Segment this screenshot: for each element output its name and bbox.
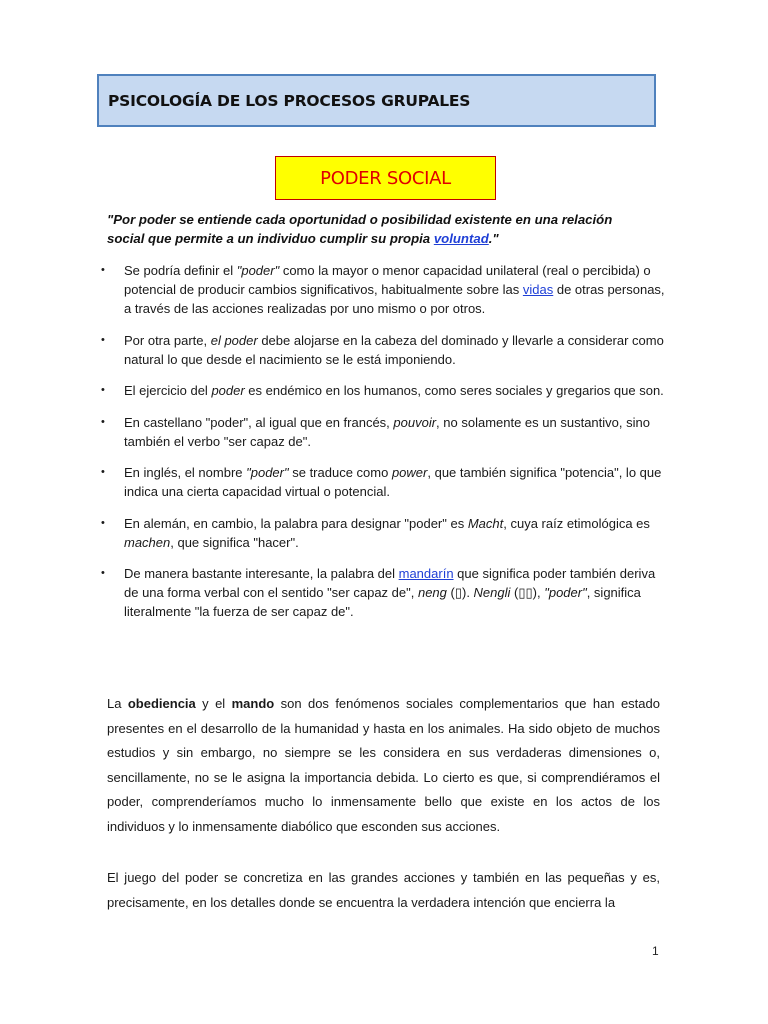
bullet-list — [98, 261, 668, 634]
italic-run: "poder" — [544, 585, 587, 600]
text-run: , que significa "hacer". — [170, 534, 299, 550]
list-item — [98, 413, 668, 451]
link-voluntad[interactable]: voluntad — [433, 231, 489, 246]
text-run: son dos fenómenos sociales complementarios que han estado presentes en el desarrollo de la humanidad y hasta en los animales. Ha sido objeto de muchos estudios y sin embargo, no siempre se les considera en sus verdaderas dimensiones o, sencillamente, no se le asigna la importancia debida. Lo cierto es que, si comprendiéramos el poder, comprenderíamos mucho lo inmensamente bello que existe en los actos de los individuos y lo inmensamente diabólico que esconden sus acciones. — [107, 696, 660, 834]
list-item — [98, 463, 668, 501]
page-number: 1 — [652, 944, 659, 958]
text-run: El ejercicio del — [124, 383, 212, 398]
header-box — [97, 74, 656, 127]
link-mandarin[interactable]: mandarín — [398, 566, 454, 581]
text-run: El juego del poder se concretiza en las grandes acciones y también en las pequeñas y es, precisamente, en los detalles donde se encuentra la verdadera intención que encierra la — [107, 870, 660, 910]
text-run: De manera bastante interesante, la palabra del — [124, 566, 399, 581]
italic-run: "poder" — [236, 263, 280, 278]
text-run: En castellano "poder", al igual que en francés, — [124, 414, 394, 430]
text-run: (▯▯), — [510, 585, 545, 600]
text-run: Por otra parte, — [124, 332, 211, 348]
bullet-icon: • — [101, 567, 105, 579]
text-run: y el — [195, 696, 232, 711]
text-run: Se podría definir el — [124, 263, 237, 278]
bold-run: mando — [231, 696, 275, 711]
text-run: como la mayor o menor capacidad unilateral (real o percibida) o potencial de producir cambios significativos, habitualmente sobre las — [124, 263, 651, 297]
italic-run: Macht — [467, 515, 504, 531]
text-run: En inglés, el nombre — [124, 465, 247, 480]
text-run: de otras personas, a través de las acciones realizadas por uno mismo o por otros. — [124, 282, 665, 316]
paragraph-obediencia — [107, 692, 660, 840]
text-run: que significa poder también deriva de una forma verbal con el sentido "ser capaz de", — [124, 566, 656, 600]
definition-quote — [107, 210, 647, 248]
bold-run: obediencia — [127, 696, 196, 711]
text-run: debe alojarse en la cabeza del dominado y llevarle a considerar como natural lo que desde el nacimiento se le está imponiendo. — [124, 332, 664, 367]
italic-run: neng — [417, 585, 447, 600]
text-run: , no solamente es un sustantivo, sino también el verbo "ser capaz de". — [124, 414, 650, 449]
bullet-icon: • — [101, 516, 105, 529]
list-item — [98, 381, 668, 400]
italic-run: Nengli — [473, 585, 511, 600]
italic-run: poder — [211, 383, 245, 398]
header-title: PSICOLOGÍA DE LOS PROCESOS GRUPALES — [108, 91, 471, 110]
text-run: La — [107, 696, 128, 711]
list-item — [98, 564, 668, 621]
bullet-icon: • — [101, 264, 105, 276]
text-run: (▯). — [446, 585, 474, 600]
list-item — [98, 331, 668, 369]
list-item — [98, 514, 668, 552]
paragraph-juego-poder — [107, 866, 660, 915]
text-run: se traduce como — [288, 465, 392, 480]
italic-run: el poder — [210, 332, 258, 348]
italic-run: power — [391, 465, 428, 480]
link-vidas[interactable]: vidas — [522, 282, 554, 297]
quote-end: ." — [488, 231, 499, 246]
italic-run: "poder" — [246, 465, 289, 480]
bullet-icon: • — [101, 415, 105, 428]
bullet-icon: • — [101, 384, 105, 396]
text-run: es endémico en los humanos, como seres sociales y gregarios que son. — [244, 383, 664, 398]
quote-text: "Por poder se entiende cada oportunidad o posibilidad existente en una relación social que permite a un individuo cumplir su propia — [107, 212, 613, 246]
section-title: PODER SOCIAL — [320, 167, 451, 189]
section-title-box — [275, 156, 496, 200]
text-run: , que también significa "potencia", lo que indica una cierta capacidad virtual o potencial. — [124, 465, 662, 499]
italic-run: pouvoir — [393, 414, 437, 430]
text-run: , significa literalmente "la fuerza de ser capaz de". — [124, 585, 641, 619]
list-item — [98, 261, 668, 318]
bullet-icon: • — [101, 333, 105, 346]
text-run: , cuya raíz etimológica es — [503, 515, 650, 531]
italic-run: machen — [124, 534, 171, 550]
text-run: En alemán, en cambio, la palabra para designar "poder" es — [124, 515, 468, 531]
bullet-icon: • — [101, 466, 105, 478]
